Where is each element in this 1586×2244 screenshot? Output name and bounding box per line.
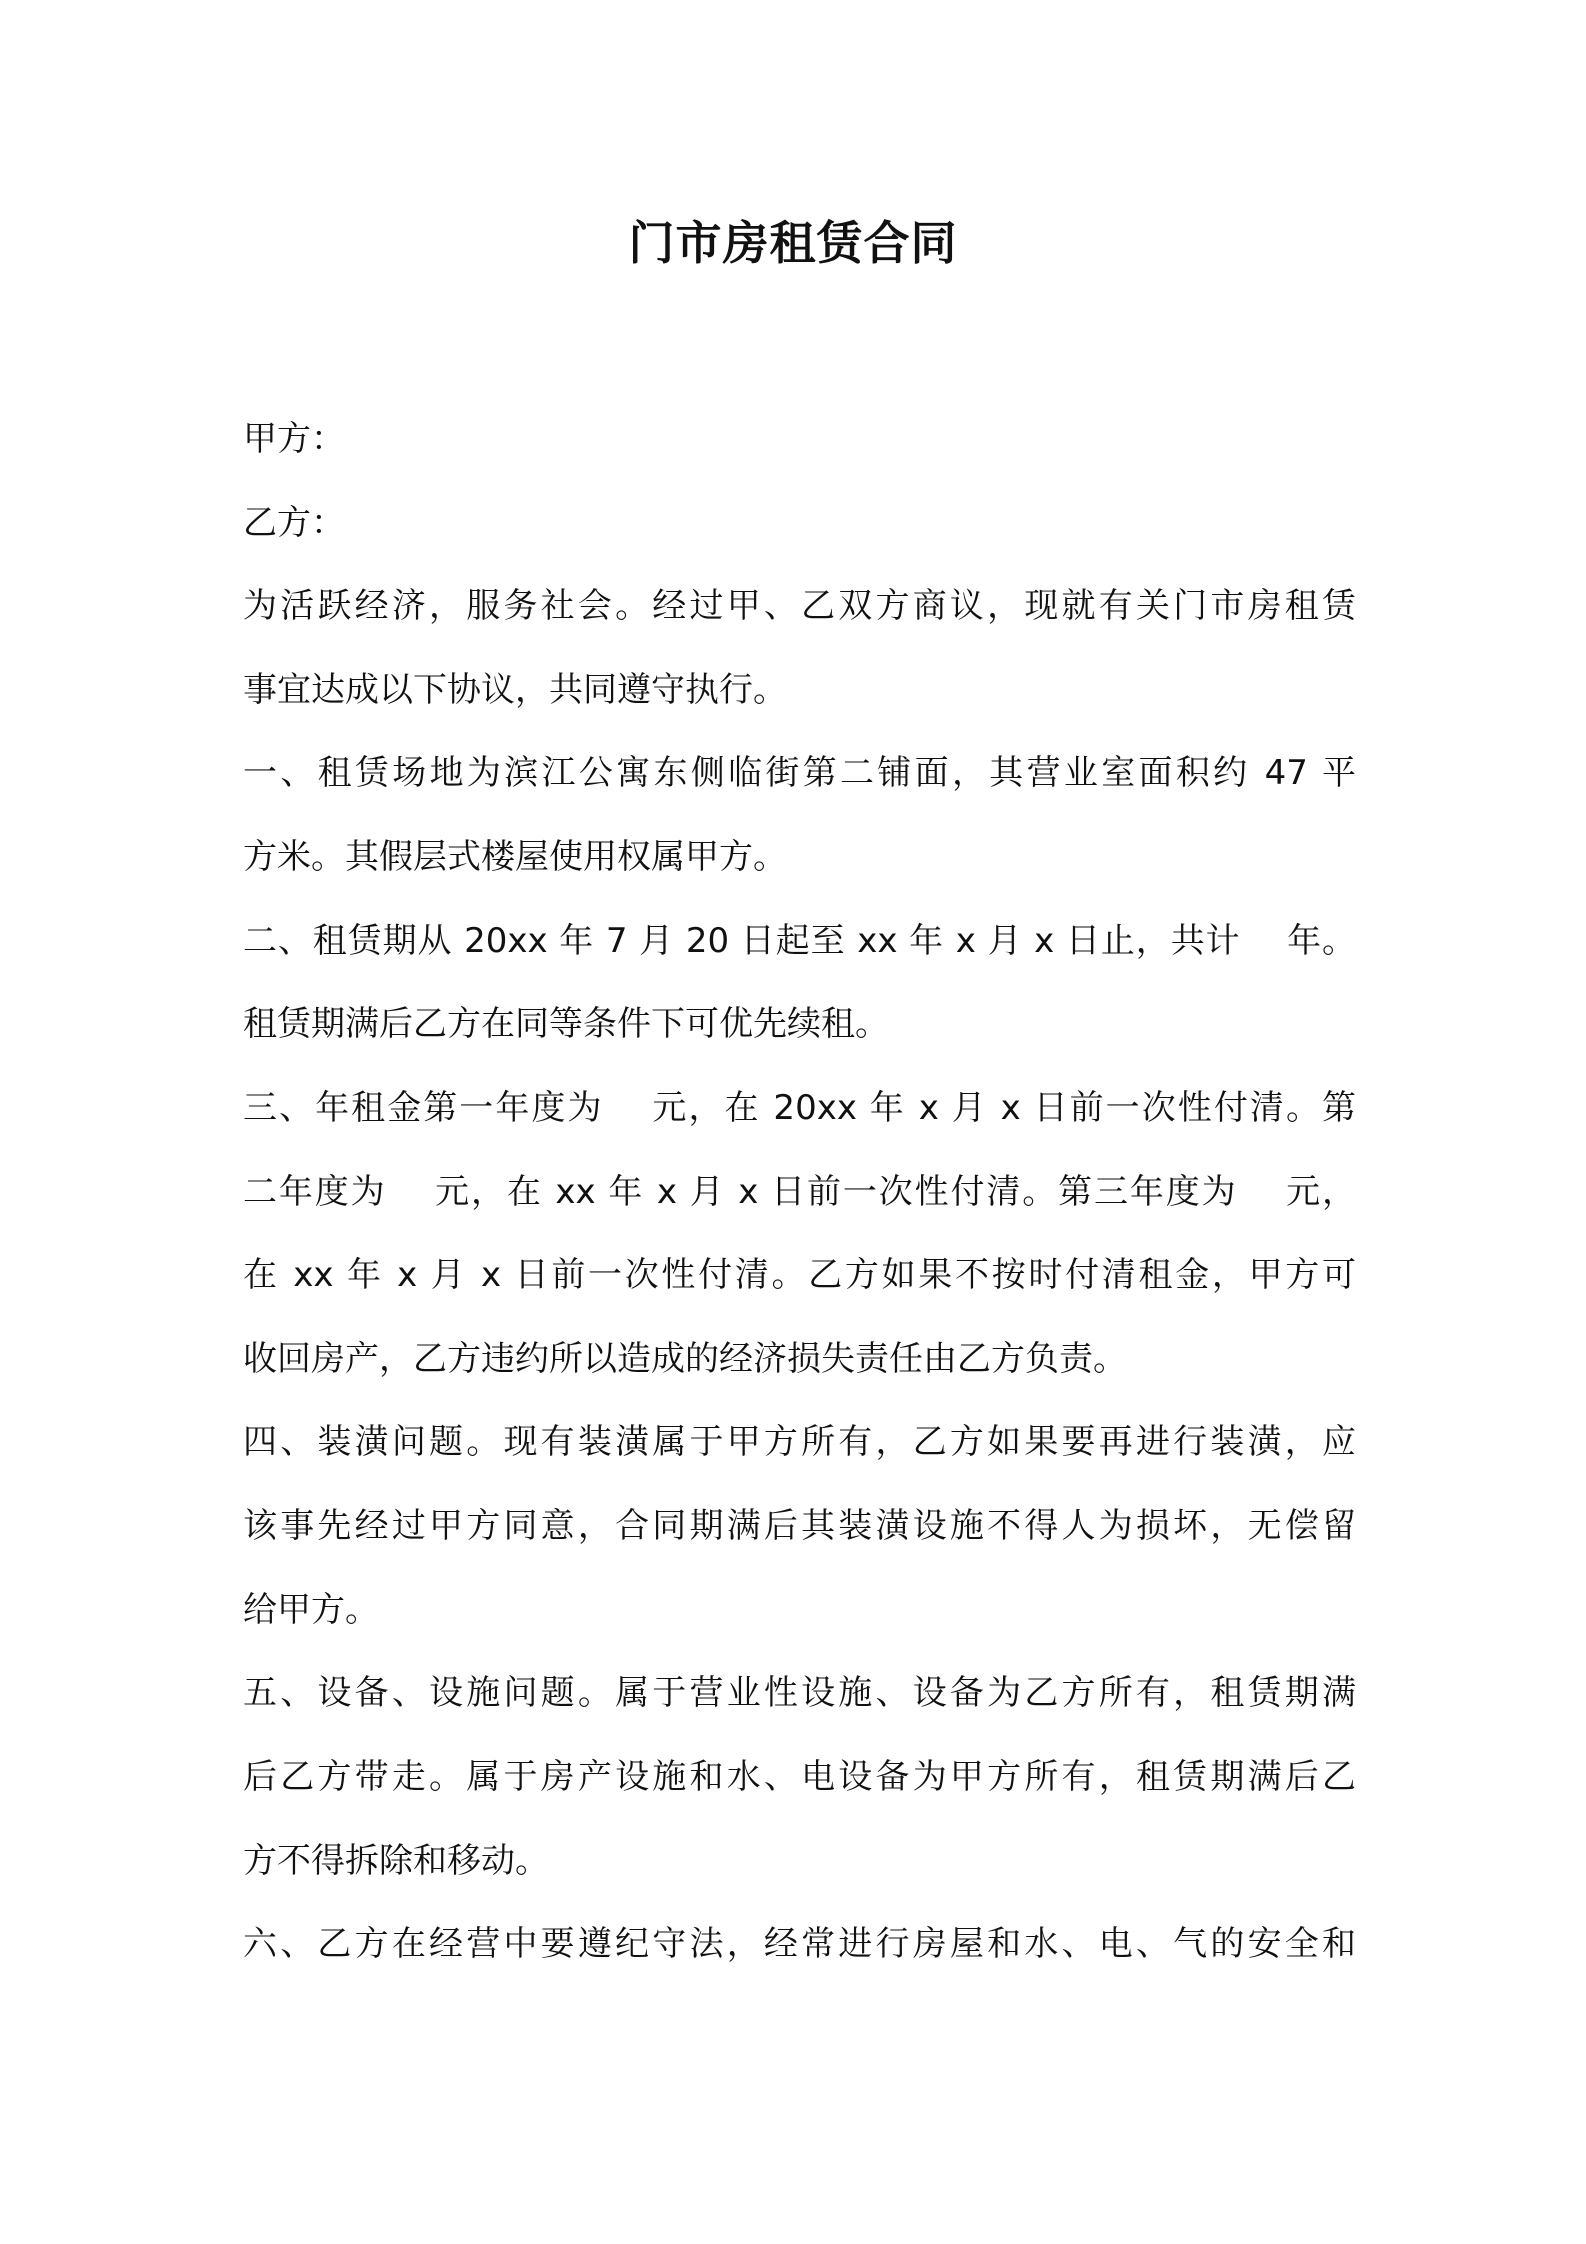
clause-3-line-2: 二年度为 元，在 xx 年 x 月 x 日前一次性付清。第三年度为 元， (243, 1172, 1356, 1212)
clause-3-line-3: 在 xx 年 x 月 x 日前一次性付清。乙方如果不按时付清租金，甲方可 (243, 1255, 1356, 1295)
clause-2-line-2: 租赁期满后乙方在同等条件下可优先续租。 (243, 1004, 889, 1044)
party-b-line: 乙方： (243, 503, 345, 543)
clause-3-line-1: 三、年租金第一年度为 元，在 20xx 年 x 月 x 日前一次性付清。第 (243, 1088, 1356, 1128)
clause-5-line-2: 后乙方带走。属于房产设施和水、电设备为甲方所有，租赁期满后乙 (243, 1757, 1356, 1797)
document-title: 门市房租赁合同 (628, 216, 958, 270)
clause-6-line-1: 六、乙方在经营中要遵纪守法，经常进行房屋和水、电、气的安全和 (243, 1924, 1356, 1964)
clause-1-line-2: 方米。其假层式楼屋使用权属甲方。 (243, 837, 787, 877)
clause-4-line-3: 给甲方。 (243, 1590, 379, 1630)
clause-4-line-2: 该事先经过甲方同意，合同期满后其装潢设施不得人为损坏，无偿留 (243, 1506, 1356, 1546)
clause-5-line-1: 五、设备、设施问题。属于营业性设施、设备为乙方所有，租赁期满 (243, 1673, 1356, 1713)
clause-2-line-1: 二、租赁期从 20xx 年 7 月 20 日起至 xx 年 x 月 x 日止，共计 年。 (243, 921, 1356, 961)
clause-1-line-1: 一、租赁场地为滨江公寓东侧临街第二铺面，其营业室面积约 47 平 (243, 753, 1356, 793)
party-a-line: 甲方： (243, 419, 345, 459)
clause-5-line-3: 方不得拆除和移动。 (243, 1841, 549, 1881)
preamble-line-2: 事宜达成以下协议，共同遵守执行。 (243, 670, 787, 710)
preamble-line-1: 为活跃经济，服务社会。经过甲、乙双方商议，现就有关门市房租赁 (243, 586, 1356, 626)
clause-3-line-4: 收回房产，乙方违约所以造成的经济损失责任由乙方负责。 (243, 1339, 1127, 1379)
clause-4-line-1: 四、装潢问题。现有装潢属于甲方所有，乙方如果要再进行装潢，应 (243, 1422, 1356, 1462)
